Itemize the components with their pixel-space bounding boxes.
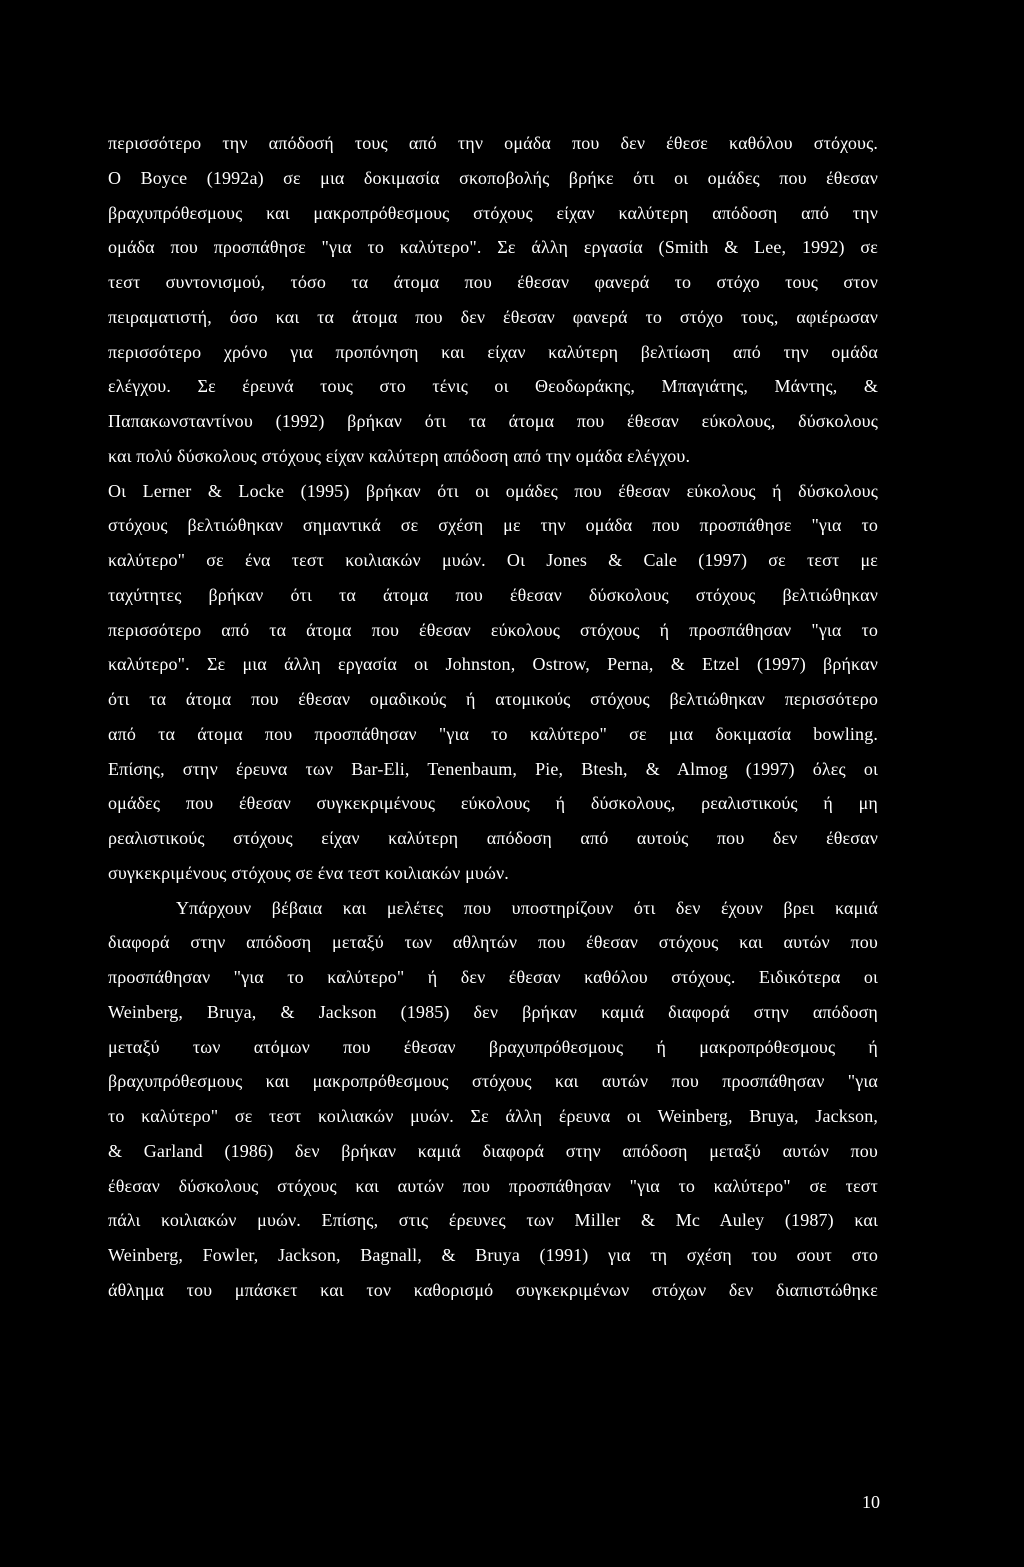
text-line: Παπακωνσταντίνου (1992) βρήκαν ότι τα άτομα που έθεσαν εύκολους, δύσκολους (108, 411, 878, 431)
text-line: περισσότερο από τα άτομα που έθεσαν εύκολους στόχους ή προσπάθησαν "για το (108, 619, 878, 640)
text-line: περισσότερο χρόνο για προπόνηση και είχαν καλύτερη βελτίωση από την ομάδα (108, 341, 878, 362)
page-number: 10 (862, 1492, 880, 1512)
text-line: & Garland (1986) δεν βρήκαν καμιά διαφορά στην απόδοση μεταξύ αυτών που (108, 1140, 878, 1161)
text-line: περισσότερο την απόδοσή τους από την ομάδα που δεν έθεσε καθόλου στόχους. (108, 133, 878, 153)
body-text (108, 126, 878, 1308)
text-line: συγκεκριμένους στόχους σε ένα τεστ κοιλιακών μυών. (108, 862, 509, 883)
text-line: το καλύτερο" σε τεστ κοιλιακών μυών. Σε άλλη έρευνα οι Weinberg, Bruya, Jackson, (108, 1106, 878, 1126)
text-line: Ο Boyce (1992a) σε μια δοκιμασία σκοποβολής βρήκε ότι οι ομάδες που έθεσαν (108, 167, 878, 188)
text-line: Υπάρχουν βέβαια και μελέτες που υποστηρίζουν ότι δεν έχουν βρει καμιά (176, 897, 878, 918)
text-line: ταχύτητες βρήκαν ότι τα άτομα που έθεσαν δύσκολους στόχους βελτιώθηκαν (108, 584, 878, 605)
text-line: διαφορά στην απόδοση μεταξύ των αθλητών που έθεσαν στόχους και αυτών που (108, 932, 878, 953)
text-line: στόχους βελτιώθηκαν σημαντικά σε σχέση με την ομάδα που προσπάθησε "για το (108, 515, 878, 536)
text-line: ομάδες που έθεσαν συγκεκριμένους εύκολους ή δύσκολους, ρεαλιστικούς ή μη (108, 793, 878, 814)
text-line: Επίσης, στην έρευνα των Bar-Eli, Tenenbaum, Pie, Btesh, & Almog (1997) όλες οι (108, 758, 878, 779)
text-line: πειραματιστή, όσο και τα άτομα που δεν έθεσαν φανερά το στόχο τους, αφιέρωσαν (108, 306, 878, 327)
text-line: έθεσαν δύσκολους στόχους και αυτών που προσπάθησαν "για το καλύτερο" σε τεστ (108, 1175, 878, 1196)
text-line: καλύτερο" σε ένα τεστ κοιλιακών μυών. Οι Jones & Cale (1997) σε τεστ με (108, 550, 878, 570)
text-line: ελέγχου. Σε έρευνά τους στο τένις οι Θεοδωράκης, Μπαγιάτης, Μάντης, & (108, 376, 878, 397)
text-line: ότι τα άτομα που έθεσαν ομαδικούς ή ατομικούς στόχους βελτιώθηκαν περισσότερο (108, 689, 878, 709)
text-line: ομάδα που προσπάθησε "για το καλύτερο". Σε άλλη εργασία (Smith & Lee, 1992) σε (108, 237, 878, 258)
text-line: πάλι κοιλιακών μυών. Επίσης, στις έρευνες των Miller & Mc Auley (1987) και (108, 1210, 878, 1231)
text-line: προσπάθησαν "για το καλύτερο" ή δεν έθεσαν καθόλου στόχους. Ειδικότερα οι (108, 967, 878, 987)
text-line: βραχυπρόθεσμους και μακροπρόθεσμους στόχους είχαν καλύτερη απόδοση από την (108, 202, 878, 223)
text-line: άθλημα του μπάσκετ και τον καθορισμό συγκεκριμένων στόχων δεν διαπιστώθηκε (108, 1279, 878, 1300)
text-line: βραχυπρόθεσμους και μακροπρόθεσμους στόχους και αυτών που προσπάθησαν "για (108, 1071, 878, 1092)
text-line: καλύτερο". Σε μια άλλη εργασία οι Johnston, Ostrow, Perna, & Etzel (1997) βρήκαν (108, 654, 878, 675)
text-line: ρεαλιστικούς στόχους είχαν καλύτερη απόδοση από αυτούς που δεν έθεσαν (108, 828, 878, 848)
text-line: μεταξύ των ατόμων που έθεσαν βραχυπρόθεσμους ή μακροπρόθεσμους ή (108, 1036, 878, 1057)
text-line: Weinberg, Bruya, & Jackson (1985) δεν βρήκαν καμιά διαφορά στην απόδοση (108, 1001, 878, 1022)
text-line: Οι Lerner & Locke (1995) βρήκαν ότι οι ομάδες που έθεσαν εύκολους ή δύσκολους (108, 480, 878, 501)
text-line: τεστ συντονισμού, τόσο τα άτομα που έθεσαν φανερά το στόχο τους στον (108, 272, 878, 292)
text-line: και πολύ δύσκολους στόχους είχαν καλύτερη απόδοση από την ομάδα ελέγχου. (108, 445, 691, 466)
text-line: από τα άτομα που προσπάθησαν "για το καλύτερο" σε μια δοκιμασία bowling. (108, 723, 878, 744)
text-line: Weinberg, Fowler, Jackson, Bagnall, & Bruya (1991) για τη σχέση του σουτ στο (108, 1245, 878, 1265)
